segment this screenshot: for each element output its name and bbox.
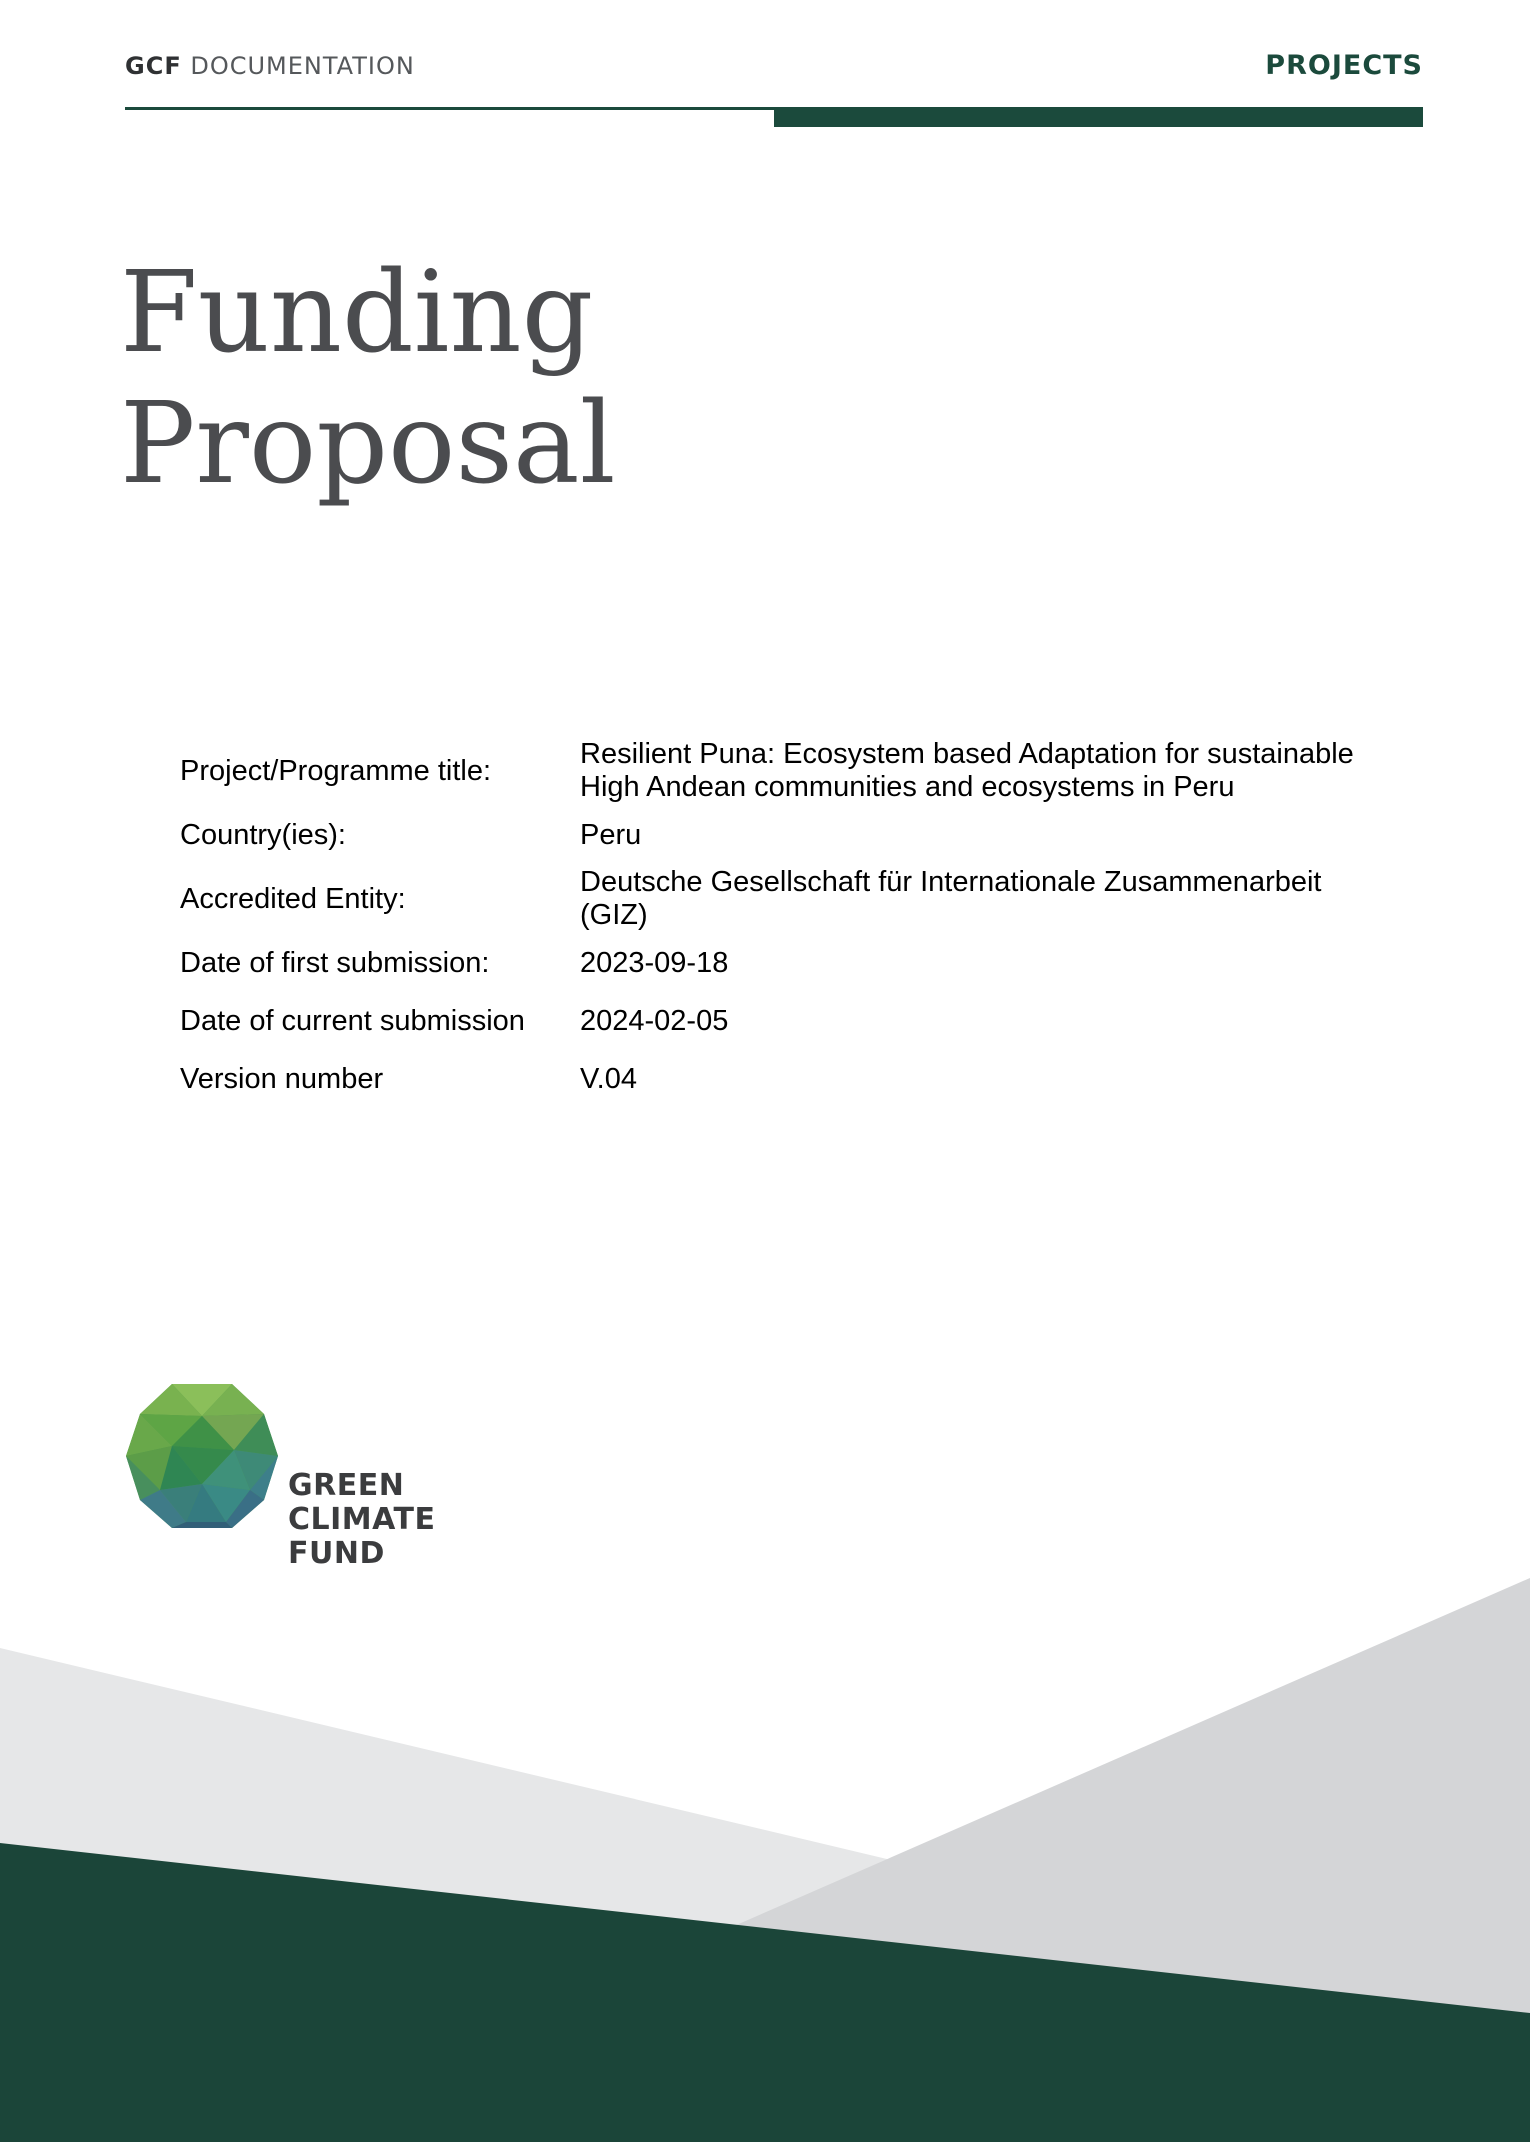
entity-line-2: (GIZ) xyxy=(580,899,648,931)
header-section: PROJECTS xyxy=(1265,50,1423,81)
header-bar xyxy=(774,107,1423,127)
brand-documentation: DOCUMENTATION xyxy=(190,52,415,80)
current-submission-label: Date of current submission xyxy=(180,1004,525,1037)
detail-row-first-submission xyxy=(180,934,1400,992)
version-value: V.04 xyxy=(580,1062,637,1095)
entity-line-1: Deutsche Gesellschaft für Internationale Zusammenarbeit xyxy=(580,866,1322,898)
first-submission-label: Date of first submission: xyxy=(180,946,490,979)
entity-value xyxy=(580,864,1400,934)
logo-line-fund: FUND xyxy=(288,1536,385,1571)
title-line-2: Proposal xyxy=(120,379,616,509)
header-brand xyxy=(125,52,415,80)
title-line-1: Funding xyxy=(120,248,594,378)
detail-row-current-submission xyxy=(180,992,1400,1050)
detail-row-version xyxy=(180,1050,1400,1108)
logo-line-green: GREEN xyxy=(288,1468,405,1503)
detail-row-entity xyxy=(180,864,1400,934)
project-title-label: Project/Programme title: xyxy=(180,754,492,787)
entity-label: Accredited Entity: xyxy=(180,882,406,915)
project-title-line-1: Resilient Puna: Ecosystem based Adaptation for sustainable xyxy=(580,738,1354,770)
logo-line-climate: CLIMATE xyxy=(288,1502,436,1537)
detail-row-country xyxy=(180,806,1400,864)
country-label: Country(ies): xyxy=(180,818,346,851)
current-submission-value: 2024-02-05 xyxy=(580,1004,729,1037)
version-label: Version number xyxy=(180,1062,384,1095)
detail-row-project-title xyxy=(180,736,1400,806)
page-title xyxy=(120,248,616,510)
first-submission-value: 2023-09-18 xyxy=(580,946,729,979)
logo-wordmark xyxy=(288,1469,436,1571)
project-title-line-2: High Andean communities and ecosystems in Peru xyxy=(580,771,1235,803)
country-value: Peru xyxy=(580,818,642,851)
project-title-value xyxy=(580,736,1400,806)
proposal-details xyxy=(180,736,1400,1108)
brand-gcf: GCF xyxy=(125,52,182,80)
